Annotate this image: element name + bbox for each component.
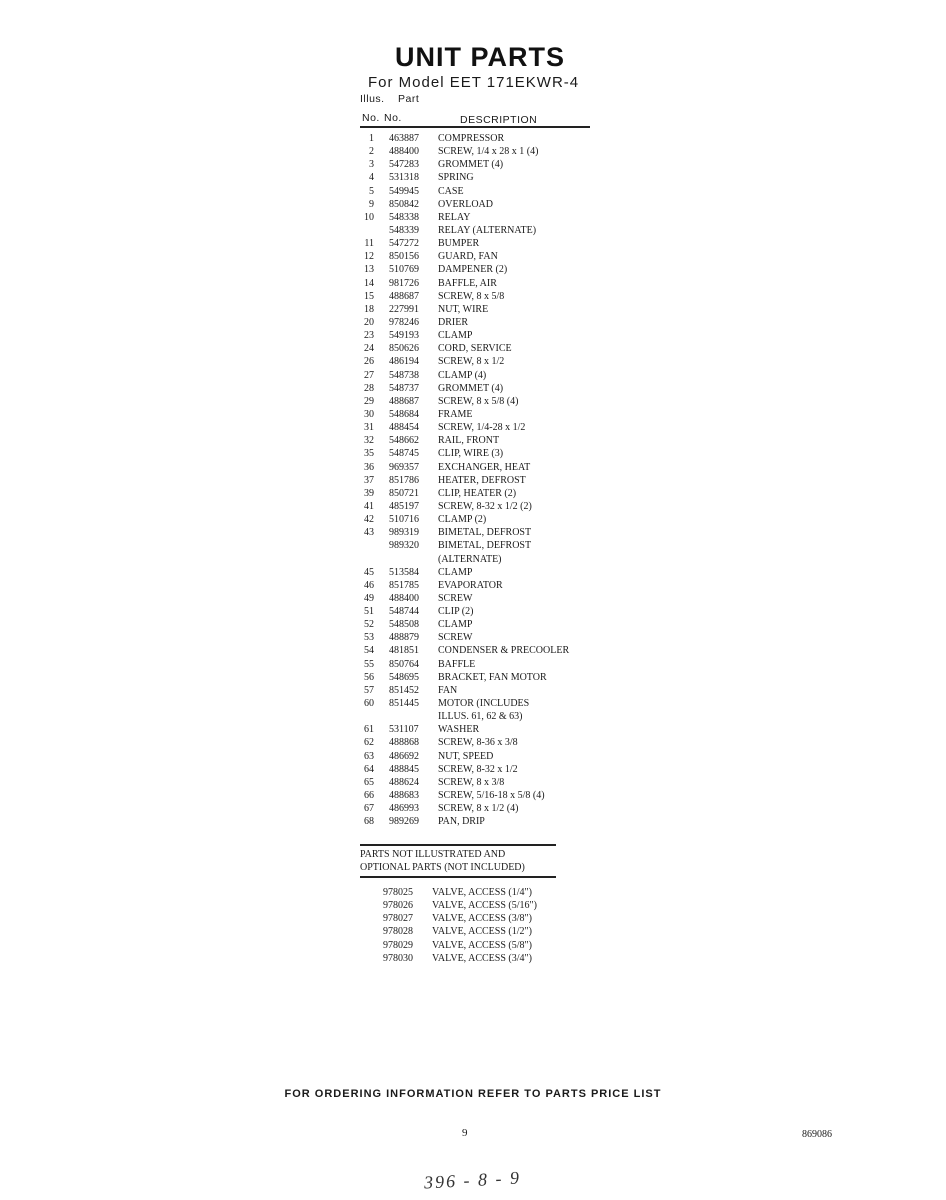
illus-number: 51: [364, 606, 374, 618]
part-description: SCREW, 8-32 x 1/2: [438, 763, 518, 775]
part-description: SCREW, 5/16-18 x 5/8 (4): [438, 790, 545, 802]
illus-number: 20: [364, 316, 374, 328]
illus-number: 3: [369, 159, 374, 171]
part-description: RELAY (ALTERNATE): [438, 224, 537, 236]
table-row: [360, 723, 600, 736]
illus-number: 9: [369, 198, 374, 210]
part-number: 488400: [389, 146, 419, 158]
part-number: 978028: [383, 926, 413, 938]
part-description: FAN: [438, 684, 458, 696]
part-description: BAFFLE: [438, 658, 476, 670]
part-description: VALVE, ACCESS (3/8"): [432, 913, 532, 925]
table-row: [360, 605, 600, 618]
table-row: [360, 185, 600, 198]
table-row: [360, 303, 600, 316]
table-row: [360, 290, 600, 303]
part-number: 488454: [389, 422, 419, 434]
part-description: MOTOR (INCLUDES: [438, 698, 530, 710]
part-number: 227991: [389, 303, 419, 315]
page-number: 9: [462, 1127, 468, 1139]
part-number: 851786: [389, 474, 419, 486]
part-number: 547283: [389, 159, 419, 171]
part-description: RELAY: [438, 211, 471, 223]
part-number: 850626: [389, 343, 419, 355]
table-row: [360, 618, 600, 631]
part-description: VALVE, ACCESS (5/16"): [432, 900, 537, 912]
part-description: SCREW, 8 x 1/2 (4): [438, 803, 519, 815]
table-row: [360, 658, 600, 671]
illus-number: 11: [364, 238, 374, 250]
part-number: 989319: [389, 527, 419, 539]
illus-number: 24: [364, 343, 374, 355]
part-description: SCREW, 8 x 3/8: [438, 776, 505, 788]
part-number: 850764: [389, 658, 419, 670]
part-description: DAMPENER (2): [438, 264, 508, 276]
part-number: 548738: [389, 369, 419, 381]
table-row: [360, 277, 600, 290]
part-number: 549945: [389, 185, 419, 197]
illus-number: 61: [364, 724, 374, 736]
table-row: [360, 237, 600, 250]
illus-number: 42: [364, 514, 374, 526]
table-row: [360, 211, 600, 224]
part-description: RAIL, FRONT: [438, 435, 500, 447]
part-number: 513584: [389, 566, 419, 578]
part-number: 549193: [389, 330, 419, 342]
part-description: ILLUS. 61, 62 & 63): [438, 711, 523, 723]
part-number: 486194: [389, 356, 419, 368]
table-row: [360, 434, 600, 447]
table-row: [360, 461, 600, 474]
illus-number: 23: [364, 330, 374, 342]
table-row: [360, 198, 600, 211]
part-number: 978025: [383, 887, 413, 898]
part-description: SCREW: [438, 592, 473, 604]
illus-number: 10: [364, 211, 374, 223]
part-description: CLIP, HEATER (2): [438, 487, 517, 499]
illus-number: 32: [364, 435, 374, 447]
part-number: 850156: [389, 251, 419, 263]
illus-number: 65: [364, 776, 374, 788]
part-number: 547272: [389, 238, 419, 250]
part-description: OVERLOAD: [438, 198, 493, 210]
illus-number: 36: [364, 461, 374, 473]
part-description: NUT, WIRE: [438, 303, 489, 315]
table-row: [360, 355, 600, 368]
illus-number: 14: [364, 277, 374, 289]
part-description: BRACKET, FAN MOTOR: [438, 671, 547, 683]
part-description: CLAMP: [438, 619, 473, 631]
table-row: [360, 171, 600, 184]
part-description: GROMMET (4): [438, 382, 504, 394]
table-row: [360, 644, 600, 657]
illus-number: 30: [364, 408, 374, 420]
model-subtitle: For Model EET 171EKWR-4: [368, 74, 580, 91]
part-number: 978029: [383, 939, 413, 951]
table-row: [360, 224, 600, 237]
illus-number: 68: [364, 816, 374, 828]
illus-number: 39: [364, 487, 374, 499]
part-description: SCREW, 1/4-28 x 1/2: [438, 422, 526, 434]
illus-number: 35: [364, 448, 374, 460]
table-row: [360, 342, 600, 355]
table-row: [360, 815, 600, 828]
part-number: 978246: [389, 316, 419, 328]
part-number: 978026: [383, 900, 413, 912]
table-row: [360, 526, 600, 539]
part-number: 851785: [389, 579, 419, 591]
part-label: Part: [398, 93, 420, 105]
part-description: SCREW, 8-32 x 1/2 (2): [438, 500, 532, 512]
part-description: CONDENSER & PRECOOLER: [438, 645, 570, 657]
part-number: 548744: [389, 606, 419, 618]
part-description: BIMETAL, DEFROST: [438, 527, 532, 539]
illus-number: 4: [369, 172, 374, 184]
col-no-part: No.: [384, 112, 402, 124]
part-description: VALVE, ACCESS (1/2"): [432, 926, 532, 938]
part-description: CLIP (2): [438, 606, 474, 618]
table-row: [360, 369, 600, 382]
table-row: [360, 382, 600, 395]
table-row: [360, 539, 600, 552]
part-description: (ALTERNATE): [438, 553, 502, 565]
col-description: DESCRIPTION: [460, 114, 538, 126]
table-row: [360, 579, 600, 592]
illus-number: 5: [369, 185, 374, 197]
col-no-illus: No.: [362, 112, 380, 124]
illus-number: 29: [364, 395, 374, 407]
illus-number: 1: [369, 133, 374, 144]
part-description: BAFFLE, AIR: [438, 277, 497, 289]
part-description: WASHER: [438, 724, 480, 736]
part-description: DRIER: [438, 316, 468, 328]
part-number: 463887: [389, 133, 419, 144]
illus-number: 53: [364, 632, 374, 644]
illus-number: 55: [364, 658, 374, 670]
part-number: 548338: [389, 211, 419, 223]
table-row: [360, 145, 600, 158]
table-row: [360, 671, 600, 684]
part-number: 488400: [389, 592, 419, 604]
part-number: 531107: [389, 724, 419, 736]
part-description: HEATER, DEFROST: [438, 474, 526, 486]
illus-number: 62: [364, 737, 374, 749]
part-description: EXCHANGER, HEAT: [438, 461, 531, 473]
table-row: [360, 408, 600, 421]
part-number: 989320: [389, 540, 419, 552]
part-number: 548695: [389, 671, 419, 683]
part-description: SCREW, 8 x 1/2: [438, 356, 505, 368]
part-number: 548745: [389, 448, 419, 460]
illus-number: 27: [364, 369, 374, 381]
table-row: [360, 802, 600, 815]
ordering-footer: FOR ORDERING INFORMATION REFER TO PARTS PRICE LIST: [284, 1088, 662, 1100]
part-description: VALVE, ACCESS (3/4"): [432, 952, 532, 964]
illus-number: 56: [364, 671, 374, 683]
part-description: CLIP, WIRE (3): [438, 448, 504, 460]
table-row: [360, 250, 600, 263]
table-row: [360, 487, 600, 500]
table-row: [360, 513, 600, 526]
table-row: [360, 447, 600, 460]
table-row: [360, 763, 600, 776]
illus-number: 64: [364, 763, 374, 775]
part-description: EVAPORATOR: [438, 579, 503, 591]
part-number: 548684: [389, 408, 419, 420]
part-number: 488845: [389, 763, 419, 775]
part-description: BUMPER: [438, 238, 480, 250]
part-number: 531318: [389, 172, 419, 184]
part-description: SPRING: [438, 172, 474, 184]
illus-label: Illus.: [360, 93, 385, 105]
part-description: CLAMP: [438, 566, 473, 578]
part-description: SCREW, 1/4 x 28 x 1 (4): [438, 146, 539, 158]
part-number: 510769: [389, 264, 419, 276]
table-row: [360, 553, 600, 566]
illus-number: 37: [364, 474, 374, 486]
handwritten-note: 396 - 8 - 9: [423, 1167, 522, 1193]
illus-number: 31: [364, 422, 374, 434]
part-number: 978030: [383, 952, 413, 964]
part-number: 851445: [389, 698, 419, 710]
illus-number: 49: [364, 592, 374, 604]
table-row: [360, 592, 600, 605]
section-rule-top: [360, 844, 556, 846]
document-number: 869086: [802, 1129, 832, 1140]
table-row: [360, 395, 600, 408]
part-description: BIMETAL, DEFROST: [438, 540, 532, 552]
part-description: CASE: [438, 185, 464, 197]
header-rule: [360, 126, 590, 128]
table-row: [360, 316, 600, 329]
part-number: 978027: [383, 913, 413, 925]
part-description: SCREW, 8 x 5/8: [438, 290, 505, 302]
part-number: 486993: [389, 803, 419, 815]
part-description: COMPRESSOR: [438, 133, 505, 144]
table-row: [360, 684, 600, 697]
part-description: CLAMP (2): [438, 514, 487, 526]
part-description: NUT, SPEED: [438, 750, 494, 762]
part-number: 850721: [389, 487, 419, 499]
part-number: 510716: [389, 514, 419, 526]
illus-number: 46: [364, 579, 374, 591]
table-row: [360, 566, 600, 579]
illus-number: 66: [364, 790, 374, 802]
table-row: [360, 132, 600, 145]
parts-table: [360, 132, 600, 828]
part-description: CLAMP (4): [438, 369, 487, 381]
table-row: [360, 474, 600, 487]
illus-number: 43: [364, 527, 374, 539]
table-row: [360, 263, 600, 276]
optional-heading-line2: OPTIONAL PARTS (NOT INCLUDED): [360, 862, 525, 873]
part-number: 981726: [389, 277, 419, 289]
illus-number: 60: [364, 698, 374, 710]
part-description: GROMMET (4): [438, 159, 504, 171]
part-description: FRAME: [438, 408, 473, 420]
illus-number: 26: [364, 356, 374, 368]
part-description: VALVE, ACCESS (5/8"): [432, 939, 532, 951]
part-description: SCREW: [438, 632, 473, 644]
part-number: 548339: [389, 224, 419, 236]
part-number: 485197: [389, 500, 419, 512]
illus-number: 15: [364, 290, 374, 302]
part-number: 548737: [389, 382, 419, 394]
illus-number: 13: [364, 264, 374, 276]
section-rule-bottom: [360, 876, 556, 878]
part-number: 989269: [389, 816, 419, 828]
table-row: [360, 631, 600, 644]
part-number: 488624: [389, 776, 419, 788]
part-description: CORD, SERVICE: [438, 343, 512, 355]
part-description: SCREW, 8 x 5/8 (4): [438, 395, 519, 407]
table-row: [360, 421, 600, 434]
illus-number: 57: [364, 684, 374, 696]
optional-heading: [360, 848, 525, 874]
part-number: 548508: [389, 619, 419, 631]
illus-number: 67: [364, 803, 374, 815]
table-row: [360, 750, 600, 763]
part-number: 488683: [389, 790, 419, 802]
part-description: CLAMP: [438, 330, 473, 342]
part-number: 481851: [389, 645, 419, 657]
part-description: SCREW, 8-36 x 3/8: [438, 737, 518, 749]
table-row: [360, 789, 600, 802]
part-description: PAN, DRIP: [438, 816, 485, 828]
illus-number: 12: [364, 251, 374, 263]
table-row: [360, 158, 600, 171]
part-number: 969357: [389, 461, 419, 473]
part-number: 488687: [389, 290, 419, 302]
part-number: 548662: [389, 435, 419, 447]
part-number: 488868: [389, 737, 419, 749]
illus-number: 54: [364, 645, 374, 657]
optional-heading-line1: PARTS NOT ILLUSTRATED AND: [360, 849, 506, 860]
table-row: [360, 736, 600, 749]
illus-number: 41: [364, 500, 374, 512]
part-number: 850842: [389, 198, 419, 210]
table-row: [360, 500, 600, 513]
part-description: GUARD, FAN: [438, 251, 498, 263]
table-row: [360, 710, 600, 723]
illus-number: 45: [364, 566, 374, 578]
illus-number: 18: [364, 303, 374, 315]
table-row: [360, 329, 600, 342]
part-number: 851452: [389, 684, 419, 696]
part-number: 488687: [389, 395, 419, 407]
part-number: 486692: [389, 750, 419, 762]
part-description: VALVE, ACCESS (1/4"): [432, 887, 532, 898]
illus-number: 52: [364, 619, 374, 631]
illus-number: 2: [369, 146, 374, 158]
illus-number: 63: [364, 750, 374, 762]
page-title: UNIT PARTS: [395, 42, 565, 72]
illus-number: 28: [364, 382, 374, 394]
part-number: 488879: [389, 632, 419, 644]
table-row: [360, 697, 600, 710]
table-row: [360, 776, 600, 789]
